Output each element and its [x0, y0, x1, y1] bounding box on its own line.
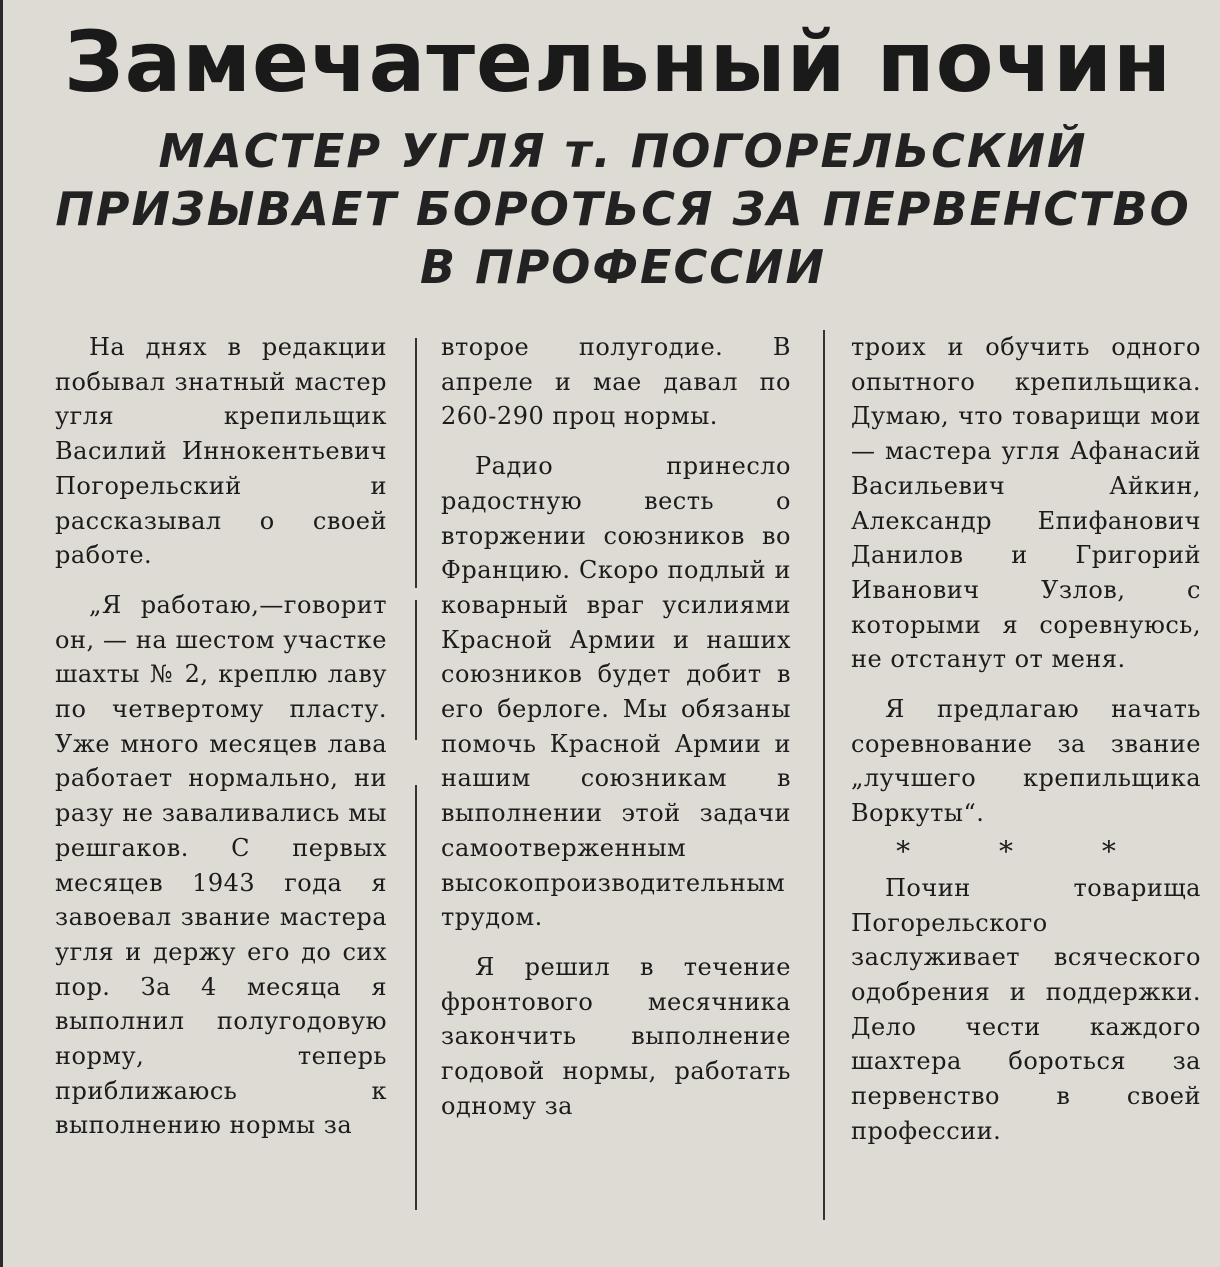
subheadline — [33, 122, 1213, 296]
paragraph: Я решил в течение фронтового месячника закончить выполнение годовой нормы, работать одному за — [441, 952, 791, 1120]
paragraph: троих и обучить одного опытного крепильщика. Думаю, что товарищи мои — мастера угля Афанасий Васильевич Айкин, Александр Епифанович Данилов и Григорий Иванович Узлов, с которыми я соревнуюсь, не отстанут от меня. — [851, 333, 1201, 674]
article-column-1 — [55, 330, 387, 1143]
paragraph: Я предлагаю начать соревнование за звание „лучшего крепильщика Воркуты“. — [851, 695, 1201, 828]
article-column-2 — [441, 330, 791, 1123]
article-column-3 — [851, 330, 1201, 1148]
subheadline-line-2: ПРИЗЫВАЕТ БОРОТЬСЯ ЗА ПЕРВЕНСТВО — [55, 182, 1191, 236]
paragraph: Почин товарища Погорельского заслуживает всяческого одобрения и поддержки. Дело чести каждого шахтера бороться за первенство в своей профессии. — [851, 873, 1201, 1145]
paragraph: На днях в редакции побывал знатный мастер угля крепильщик Василий Иннокентьевич Погорельский и рассказывал о своей работе. — [55, 333, 387, 570]
headline: Замечательный почин — [63, 13, 1173, 111]
section-separator: * * * — [896, 834, 1156, 868]
column-divider — [415, 338, 417, 588]
paragraph: Радио принесло радостную весть о вторжении союзников во Францию. Скоро подлый и коварный враг усилиями Красной Армии и наших союзников будет добит в его берлоге. Мы обязаны помочь Красной Армии и нашим союзникам в выполнении этой задачи самоотверженным высокопроизводительным трудом. — [441, 452, 791, 932]
column-divider — [415, 785, 417, 1210]
column-divider — [415, 600, 417, 740]
paragraph: „Я работаю,—говорит он, — на шестом участке шахты № 2, креплю лаву по четвертому пласту. Уже много месяцев лава работает нормально, ни разу не заваливались мы решгаков. С первых месяцев 1943 года я завоевал звание мастера угля и держу его до сих пор. За 4 месяца я выполнил полугодовую норму, теперь приближаюсь к выполнению нормы за — [55, 590, 387, 1140]
subheadline-line-3: В ПРОФЕССИИ — [420, 240, 826, 294]
paragraph: второе полугодие. В апреле и мае давал по 260-290 проц нормы. — [441, 333, 791, 431]
column-divider — [823, 330, 825, 1220]
subheadline-line-1: МАСТЕР УГЛЯ т. ПОГОРЕЛЬСКИЙ — [158, 124, 1088, 178]
